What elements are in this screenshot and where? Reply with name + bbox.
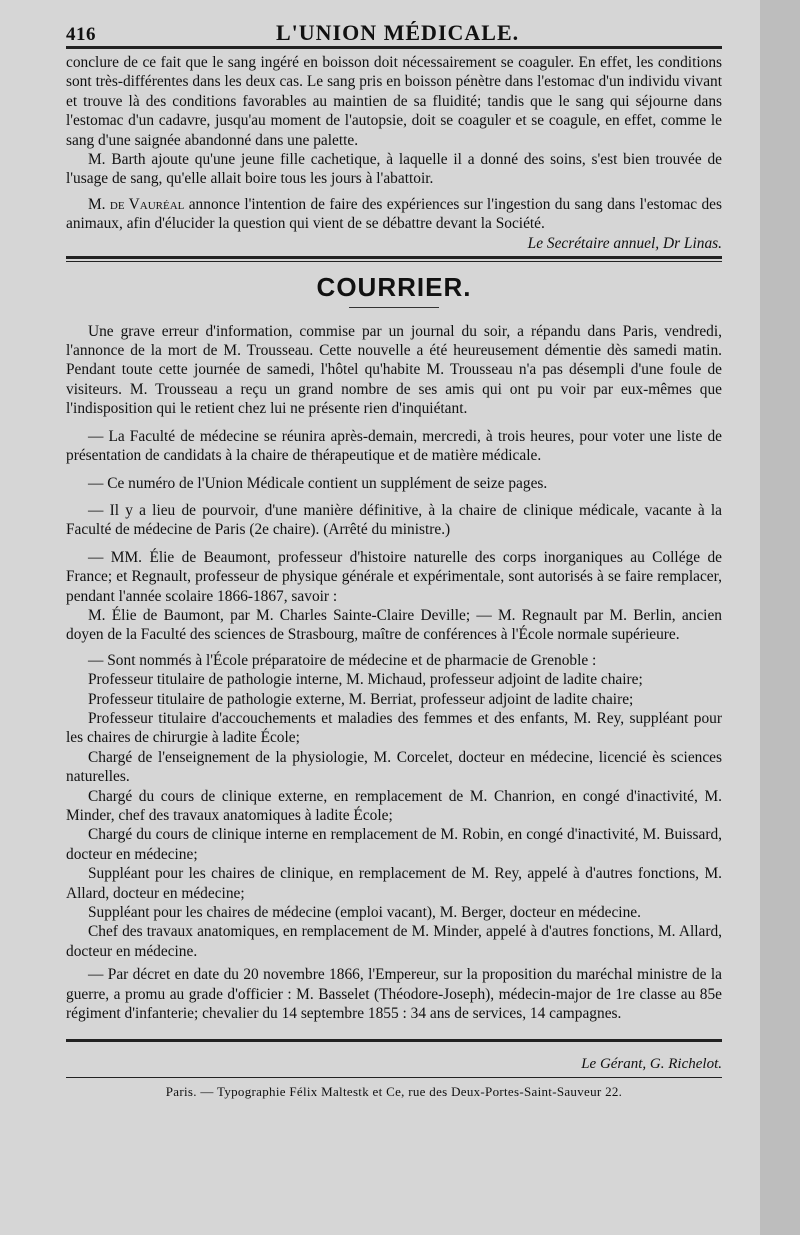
paragraph: Suppléant pour les chaires de clinique, en remplacement de M. Rey, appelé à d'autres fonctions, M. Allard, docteur en médecine; [66,865,722,902]
page-header [66,0,722,46]
paragraph: M. Élie de Baumont, par M. Charles Sainte-Claire Deville; — M. Regnault par M. Berlin, ancien doyen de la Faculté des sciences de Strasbourg, maître de conférences à l'École normale supérieure. [66,606,722,644]
paragraph: Professeur titulaire de pathologie externe, M. Berriat, professeur adjoint de ladite chaire; [88,690,634,708]
paragraph: — Par décret en date du 20 novembre 1866, l'Empereur, sur la proposition du maréchal ministre de la guerre, a promu au grade d'officier : M. Basselet (Théodore-Joseph), médecin-major de 1re classe au 85e régiment d'infanterie; chevalier du 14 septembre 1855 : 34 ans de services, 14 campagnes. [66,966,722,1023]
gerant-signature: Le Gérant, G. Richelot. [581,1056,722,1073]
paragraph: Professeur titulaire de pathologie interne, M. Michaud, professeur adjoint de ladite chaire; [88,671,643,689]
paragraph: — Sont nommés à l'École préparatoire de médecine et de pharmacie de Grenoble : [88,651,597,669]
paragraph: Chargé du cours de clinique externe, en remplacement de M. Chanrion, en congé d'inactivité, M. Minder, chef des travaux anatomiques à ladite École; [66,787,722,824]
imprint-rule [66,1077,722,1078]
paragraph: conclure de ce fait que le sang ingéré en boisson doit nécessairement se coaguler. En effet, les conditions sont très-différentes dans les deux cas. Le sang pris en boisson pénètre dans l'estomac d'un individu vivant et trouve là des conditions favorables au maintien de sa fluidité; tandis que le sang qui séjourne dans l'estomac d'un cadavre, jusqu'au moment de l'autopsie, doit se coaguler et se coagule, en effet, comme le sang d'une saignée abandonné dans une palette. [66,54,722,149]
section-heading: COURRIER. [316,271,472,302]
paragraph: Professeur titulaire d'accouchements et maladies des femmes et des enfants, M. Rey, suppléant pour les chaires de chirurgie à ladite École; [66,709,722,747]
paragraph: M. Barth ajoute qu'une jeune fille cachetique, à laquelle il a donné des soins, s'est bien trouvée de l'usage de sang, qu'elle allait boire tous les jours à l'abattoir. [66,151,722,188]
page-number: 416 [66,24,96,45]
paragraph: — MM. Élie de Beaumont, professeur d'histoire naturelle des corps inorganiques au Collége de France; et Regnault, professeur de physique générale et expérimentale, sont autorisés à se faire remplacer, pendant l'année scolaire 1866-1867, savoir : [66,548,722,605]
imprint: Paris. — Typographie Félix Maltestk et Ce, rue des Deux-Portes-Saint-Sauveur 22. [165,1084,623,1100]
paragraph: — La Faculté de médecine se réunira après-demain, mercredi, à trois heures, pour voter une liste de présentation de candidats à la chaire de thérapeutique et de matière médicale. [66,427,722,465]
paragraph: — Il y a lieu de pourvoir, d'une manière définitive, à la chaire de clinique médicale, vacante à la Faculté de médecine de Paris (2e chaire). (Arrêté du ministre.) [66,501,722,539]
signature: Le Secrétaire annuel, Dr Linas. [527,234,722,252]
footer-rule [66,1039,722,1042]
paragraph: Suppléant pour les chaires de médecine (emploi vacant), M. Berger, docteur en médecine. [88,904,641,922]
paragraph: — Ce numéro de l'Union Médicale contient un supplément de seize pages. [88,474,548,492]
speaker-name: M. de Vauréal [88,195,185,213]
section-rule [66,256,722,259]
heading-rule [349,307,439,308]
paragraph: Chargé de l'enseignement de la physiologie, M. Corcelet, docteur en médecine, licencié ès sciences naturelles. [66,748,722,786]
paragraph: Chef des travaux anatomiques, en remplacement de M. Minder, appelé à d'autres fonctions, M. Allard, docteur en médecine. [66,923,722,960]
section-rule-thin [66,261,722,262]
journal-title: L'UNION MÉDICALE. [276,20,520,45]
paragraph: Chargé du cours de clinique interne en remplacement de M. Robin, en congé d'inactivité, M. Buissard, docteur en médecine; [66,826,722,863]
paragraph: Une grave erreur d'information, commise par un journal du soir, a répandu dans Paris, vendredi, l'annonce de la mort de M. Trousseau. Cette nouvelle a été heureusement démentie dès samedi matin. Pendant toute cette journée de samedi, l'hôtel qu'habite M. Trousseau n'a pas désempli d'une foule de visiteurs. M. Trousseau a reçu un grand nombre de ses amis qui ont pu voir par eux-mêmes que l'indisposition qui le retient chez lui ne présente rien d'inquiétant. [66,322,722,418]
paragraph: M. de Vauréal annonce l'intention de faire des expériences sur l'ingestion du sang dans l'estomac des animaux, afin d'élucider la question qui vient de se débattre devant la Société. [66,195,722,233]
